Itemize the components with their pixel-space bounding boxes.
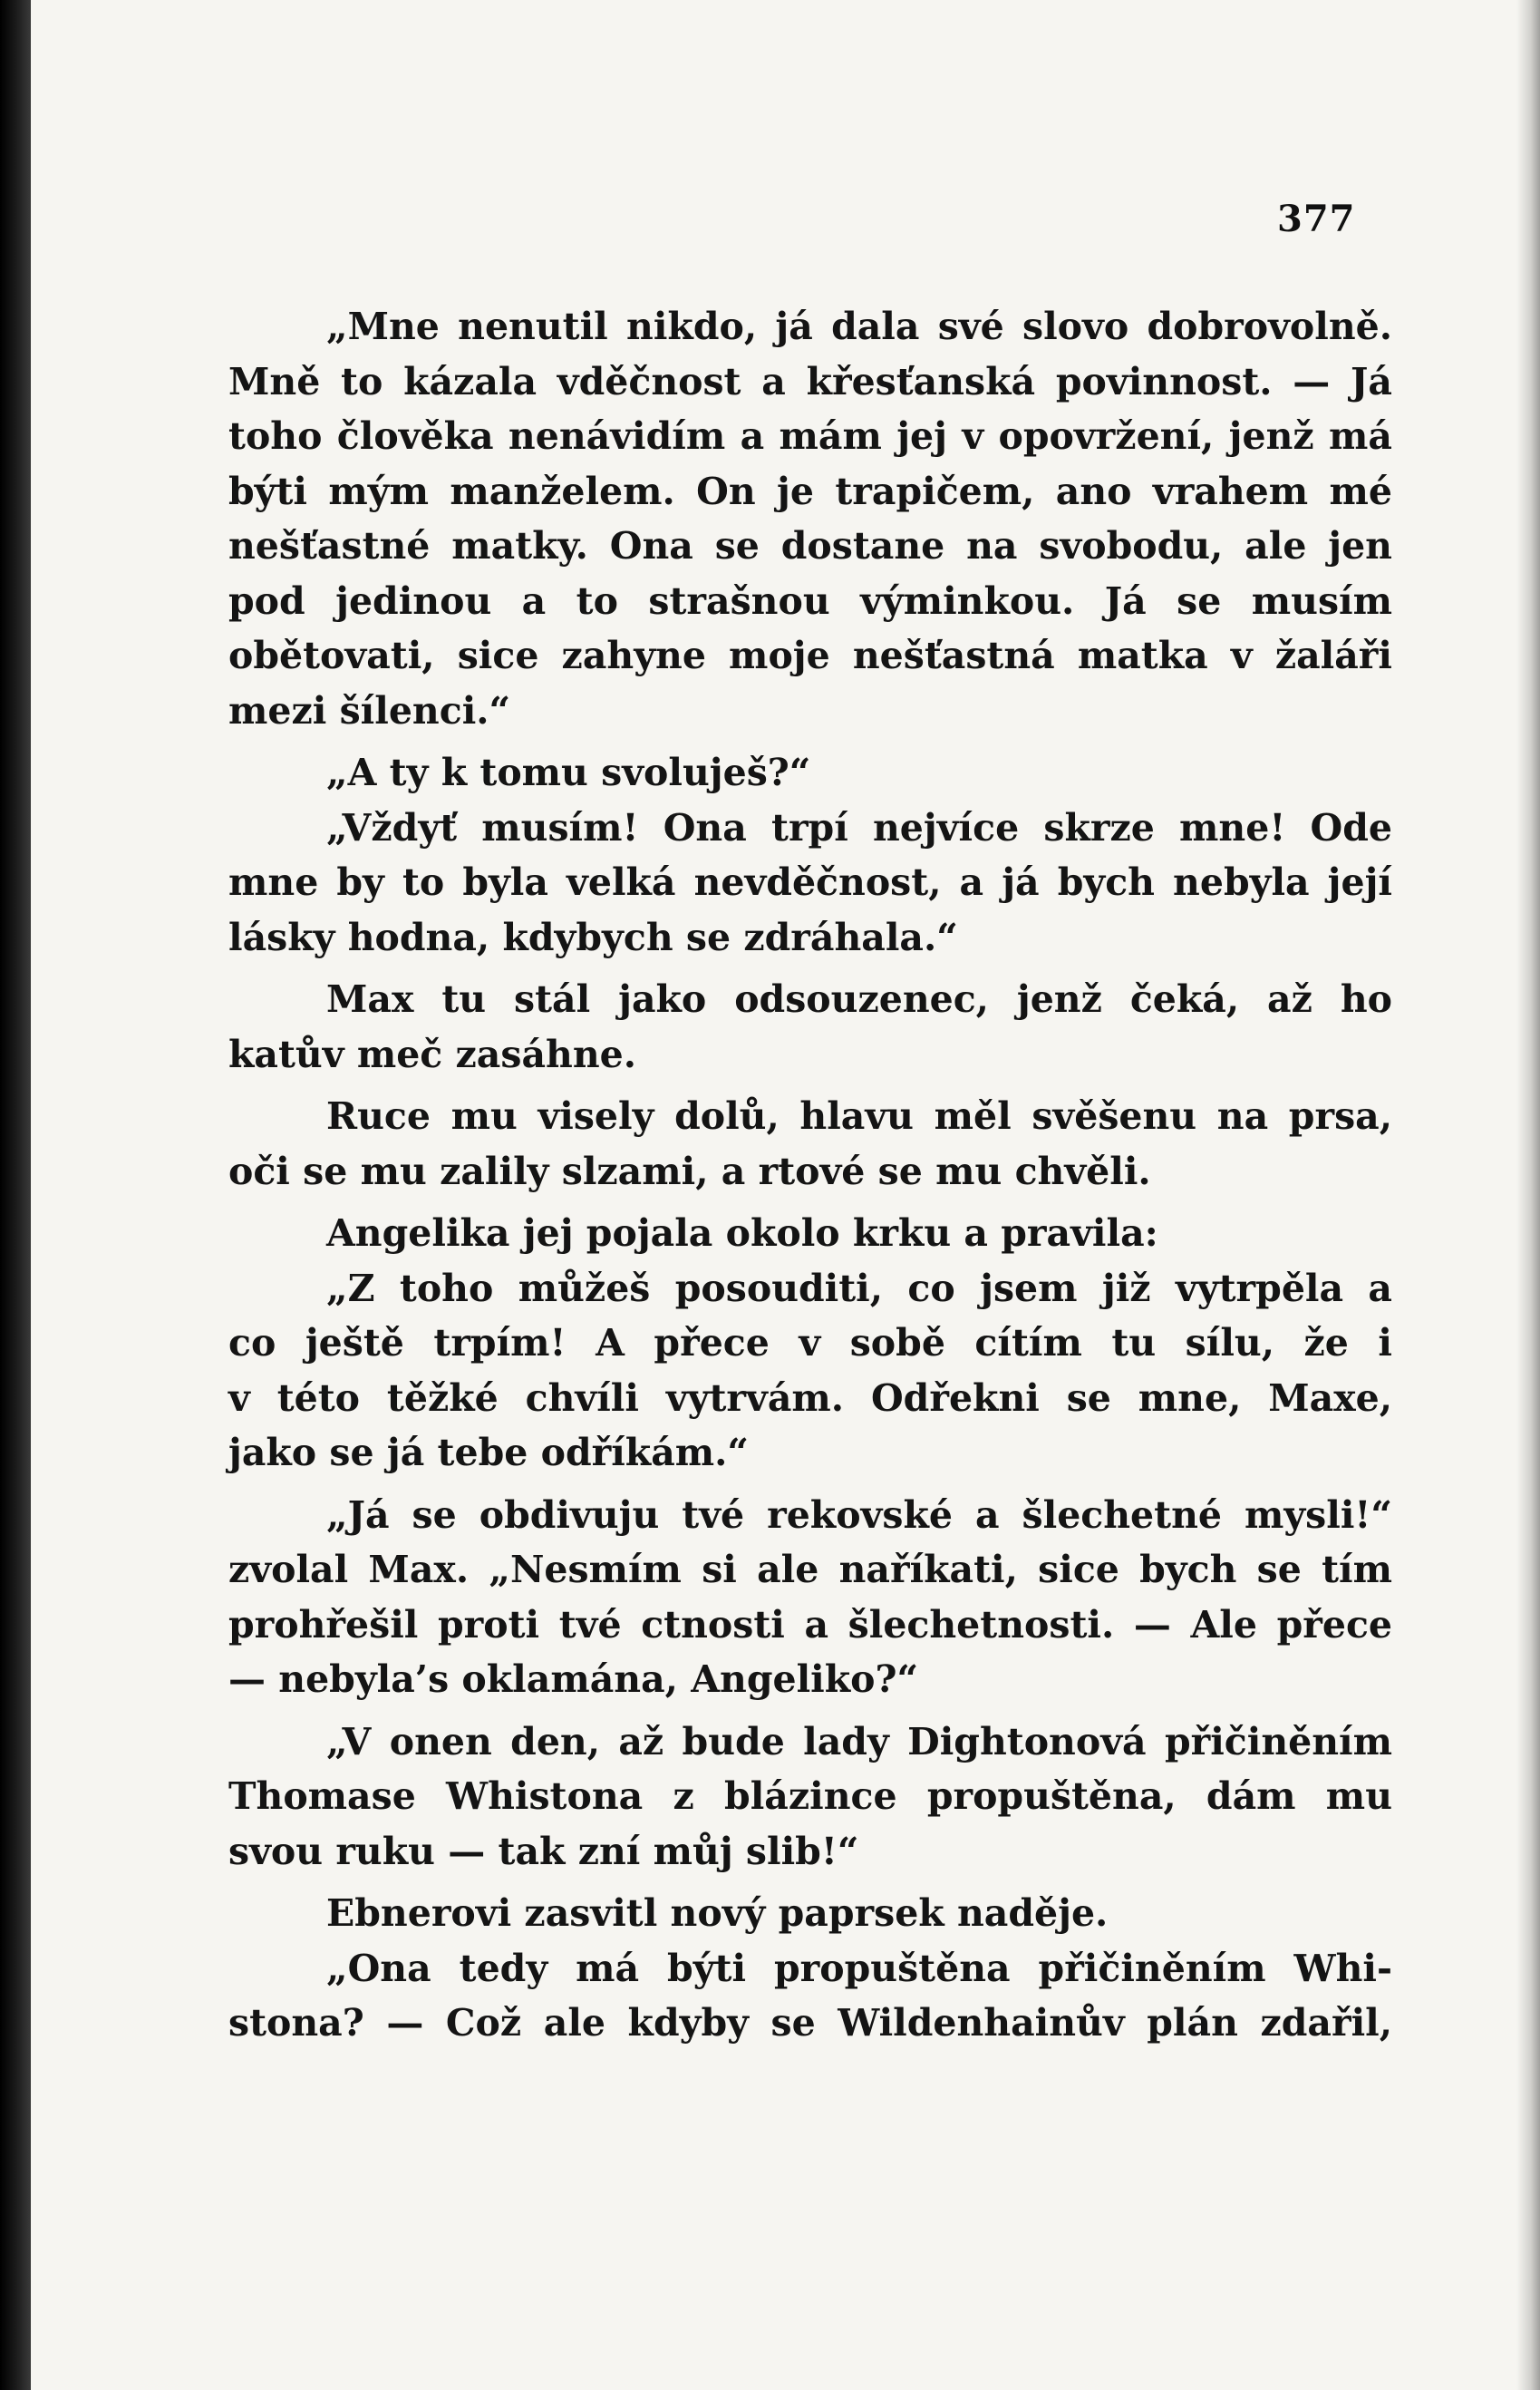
text-line: pod jedinou a to strašnou výminkou. Já se musím bbox=[228, 578, 1392, 623]
text-line: prohřešil proti tvé ctnosti a šlechetnosti. — Ale přece bbox=[228, 1602, 1392, 1647]
paragraph-gap bbox=[228, 1082, 1392, 1089]
text-line: „Z toho můžeš posouditi, co jsem již vytrpěla a bbox=[326, 1266, 1392, 1310]
paragraph-gap bbox=[228, 1481, 1392, 1488]
text-line: Mně to kázala vděčnost a křesťanská povinnost. — Já bbox=[228, 359, 1392, 403]
text-line: stona? — Což ale kdyby se Wildenhainův plán zdařil, bbox=[228, 2001, 1392, 2045]
text-line: zvolal Max. „Nesmím si ale naříkati, sice bych se tím bbox=[228, 1548, 1392, 1591]
book-page bbox=[31, 0, 1540, 2390]
text-line: „Mne nenutil nikdo, já dala své slovo dobrovolně. bbox=[326, 305, 1392, 348]
paragraph-gap bbox=[228, 738, 1392, 745]
text-line: lásky hodna, kdybych se zdráhala.“ bbox=[228, 915, 958, 959]
paragraph-gap bbox=[228, 1879, 1392, 1886]
text-line: oči se mu zalily slzami, a rtové se mu chvěli. bbox=[228, 1149, 1151, 1193]
paragraph-gap bbox=[228, 1199, 1392, 1206]
scan-edge-left bbox=[0, 0, 31, 2390]
text-line: Thomase Whistona z blázince propuštěna, dám mu bbox=[228, 1774, 1392, 1818]
text-line: „Já se obdivuju tvé rekovské a šlechetné mysli!“ bbox=[326, 1492, 1392, 1537]
text-line: nešťastné matky. Ona se dostane na svobodu, ale jen bbox=[228, 524, 1392, 568]
text-line: „Ona tedy má býti propuštěna přičiněním Whi- bbox=[326, 1946, 1392, 1990]
text-line: Angelika jej pojala okolo krku a pravila: bbox=[326, 1211, 1158, 1255]
text-line: „A ty k tomu svoluješ?“ bbox=[326, 751, 811, 794]
scan-edge-right bbox=[1516, 0, 1540, 2390]
text-line: Ebnerovi zasvitl nový paprsek naděje. bbox=[326, 1891, 1109, 1935]
body-text bbox=[228, 299, 1392, 2051]
text-line: mezi šílenci.“ bbox=[228, 688, 511, 733]
text-line: „Vždyť musím! Ona trpí nejvíce skrze mne! Ode bbox=[326, 805, 1392, 850]
text-line: „V onen den, až bude lady Dightonová přičiněním bbox=[326, 1719, 1392, 1763]
text-line: Ruce mu visely dolů, hlavu měl svěšenu na prsa, bbox=[326, 1094, 1392, 1138]
text-line: býti mým manželem. On je trapičem, ano vrahem mé bbox=[228, 469, 1392, 513]
text-line: svou ruku — tak zní můj slib!“ bbox=[228, 1829, 859, 1873]
text-line: jako se já tebe odříkám.“ bbox=[228, 1431, 749, 1474]
text-line: toho člověka nenávidím a mám jej v opovržení, jenž má bbox=[228, 414, 1392, 458]
text-line: co ještě trpím! A přece v sobě cítím tu sílu, že i bbox=[228, 1321, 1392, 1365]
page-number: 377 bbox=[1277, 198, 1356, 240]
paragraph-gap bbox=[228, 1707, 1392, 1715]
text-line: katův meč zasáhne. bbox=[228, 1032, 636, 1076]
text-line: mne by to byla velká nevděčnost, a já bych nebyla její bbox=[228, 860, 1392, 904]
text-line: — nebyla’s oklamána, Angeliko?“ bbox=[228, 1657, 919, 1701]
text-line: Max tu stál jako odsouzenec, jenž čeká, až ho bbox=[326, 977, 1392, 1021]
text-line: obětovati, sice zahyne moje nešťastná matka v žaláři bbox=[228, 634, 1392, 677]
text-line: v této těžké chvíli vytrvám. Odřekni se mne, Maxe, bbox=[228, 1375, 1392, 1420]
paragraph-gap bbox=[228, 965, 1392, 972]
